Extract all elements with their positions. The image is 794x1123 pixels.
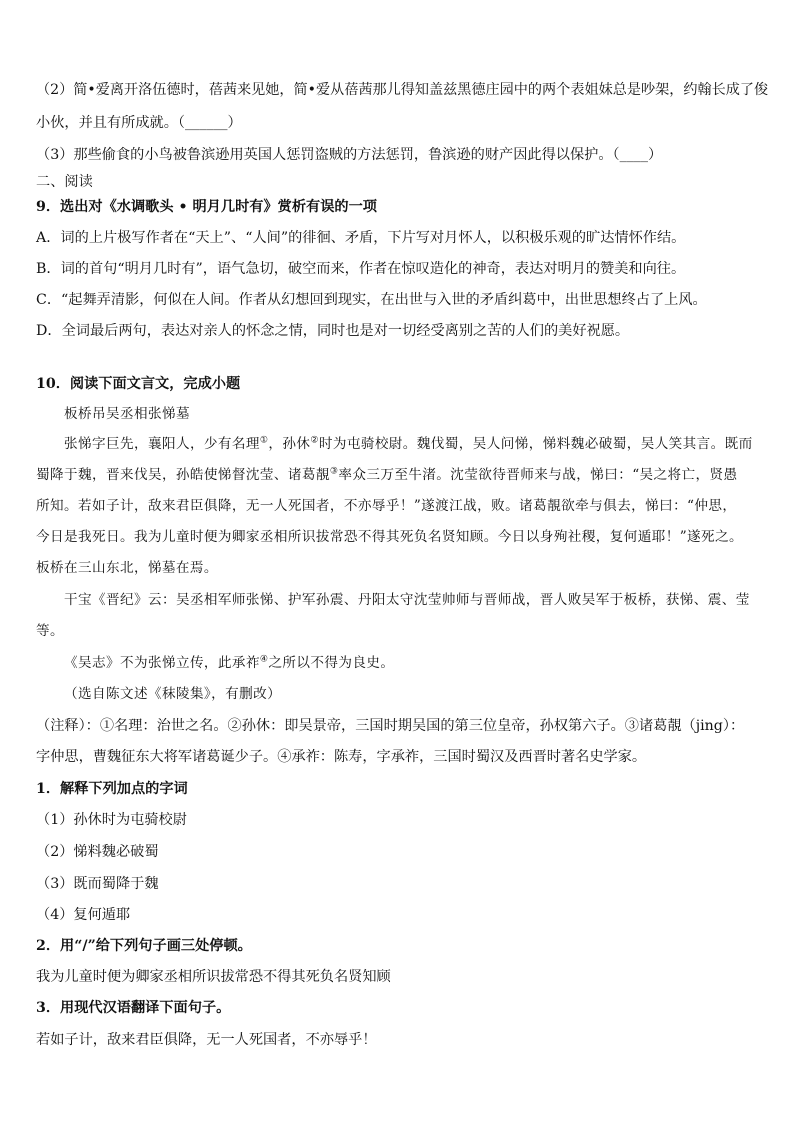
q9-option-a: A．词的上片极写作者在“天上”、“人间”的徘徊、矛盾，下片写对月怀人，以积极乐观的旷达情怀作结。 bbox=[36, 230, 686, 246]
passage-p3: 《吴志》不为张悌立传，此承祚④之所以不得为良史。 bbox=[64, 654, 395, 671]
q8-item2-line1: （2）简•爱离开洛伍德时，蓓茜来见她，简•爱从蓓茜那儿得知盖兹黑德庄园中的两个表姐妹总是吵架，约翰长成了俊 bbox=[36, 82, 769, 98]
sub3-stem: 3．用现代汉语翻译下面句子。 bbox=[36, 1000, 231, 1016]
notes-line2: 字仲思，曹魏征东大将军诸葛诞少子。④承祚：陈寿，字承祚，三国时蜀汉及西晋时著名史学家。 bbox=[36, 749, 647, 765]
q8-item2-line2: 小伙，并且有所成就。（______） bbox=[36, 115, 242, 131]
q9-option-b: B．词的首句“明月几时有”，语气急切，破空而来，作者在惊叹造化的神奇，表达对明月的赞美和向往。 bbox=[36, 261, 686, 277]
passage-p2-line1: 干宝《晋纪》云：吴丞相军师张悌、护军孙震、丹阳太守沈莹帅师与晋师战，晋人败吴军于板桥，获悌、震、莹 bbox=[64, 592, 750, 608]
passage-source: （选自陈文述《秣陵集》，有删改） bbox=[64, 686, 282, 702]
q9-option-c: C．“起舞弄清影，何似在人间。作者从幻想回到现实，在出世与入世的矛盾纠葛中，出世思想终占了上风。 bbox=[36, 292, 707, 308]
passage-p1-line3: 所知。若如子计，敌来君臣俱降，无一人死国者，不亦辱乎！”遂渡江战，败。诸葛靚欲牵与俱去，悌曰：“仲思， bbox=[36, 498, 737, 514]
notes-line1: （注释）：①名理：治世之名。②孙休：即吴景帝，三国时期吴国的第三位皇帝，孙权第六子。③诸葛靚（jing）： bbox=[36, 718, 745, 734]
passage-title: 板桥吊吴丞相张悌墓 bbox=[64, 406, 190, 422]
sub3-sentence: 若如子计，敌来君臣俱降，无一人死国者，不亦辱乎！ bbox=[36, 1032, 377, 1048]
sub1-item-4: （4）复何遁耶 bbox=[36, 907, 131, 923]
sub1-stem: 1．解释下列加点的字词 bbox=[36, 781, 188, 797]
passage-p1-line2: 蜀降于魏，晋来伐吴，孙皓使悌督沈莹、诸葛靚③率众三万至牛渚。沈莹欲待晋师来与战，悌曰：“吴之将亡，贤愚 bbox=[36, 466, 738, 483]
section-heading: 二、阅读 bbox=[36, 174, 93, 190]
q9-stem: 9．选出对《水调歌头 • 明月几时有》赏析有误的一项 bbox=[36, 199, 377, 215]
sub1-item-2: （2）悌料魏必破蜀 bbox=[36, 844, 159, 860]
passage-p1-line4: 今日是我死日。我为儿童时便为卿家丞相所识拔常恐不得其死负名贤知顾。今日以身殉社稷，复何遁耶！”遂死之。 bbox=[36, 529, 744, 545]
q8-item3: （3）那些偷食的小鸟被鲁滨逊用英国人惩罚盗贼的方法惩罚，鲁滨逊的财产因此得以保护。（____） bbox=[36, 147, 663, 163]
sub2-stem: 2．用“/”给下列句子画三处停顿。 bbox=[36, 938, 252, 954]
sub2-sentence: 我为儿童时便为卿家丞相所识拔常恐不得其死负名贤知顾 bbox=[36, 969, 391, 985]
sub1-item-1: （1）孙休时为屯骑校尉 bbox=[36, 812, 187, 828]
passage-p1-line5: 板桥在三山东北，悌墓在焉。 bbox=[36, 560, 218, 576]
passage-p1-line1: 张悌字巨先，襄阳人，少有名理①，孙休②时为屯骑校尉。魏伐蜀，吴人问悌，悌料魏必破蜀，吴人笑其言。既而 bbox=[64, 435, 753, 452]
passage-p2-line2: 等。 bbox=[36, 623, 64, 639]
sub1-item-3: （3）既而蜀降于魏 bbox=[36, 876, 159, 892]
q10-stem: 10．阅读下面文言文，完成小题 bbox=[36, 376, 241, 392]
q9-option-d: D．全词最后两句，表达对亲人的怀念之情，同时也是对一切经受离别之苦的人们的美好祝愿。 bbox=[36, 323, 630, 339]
